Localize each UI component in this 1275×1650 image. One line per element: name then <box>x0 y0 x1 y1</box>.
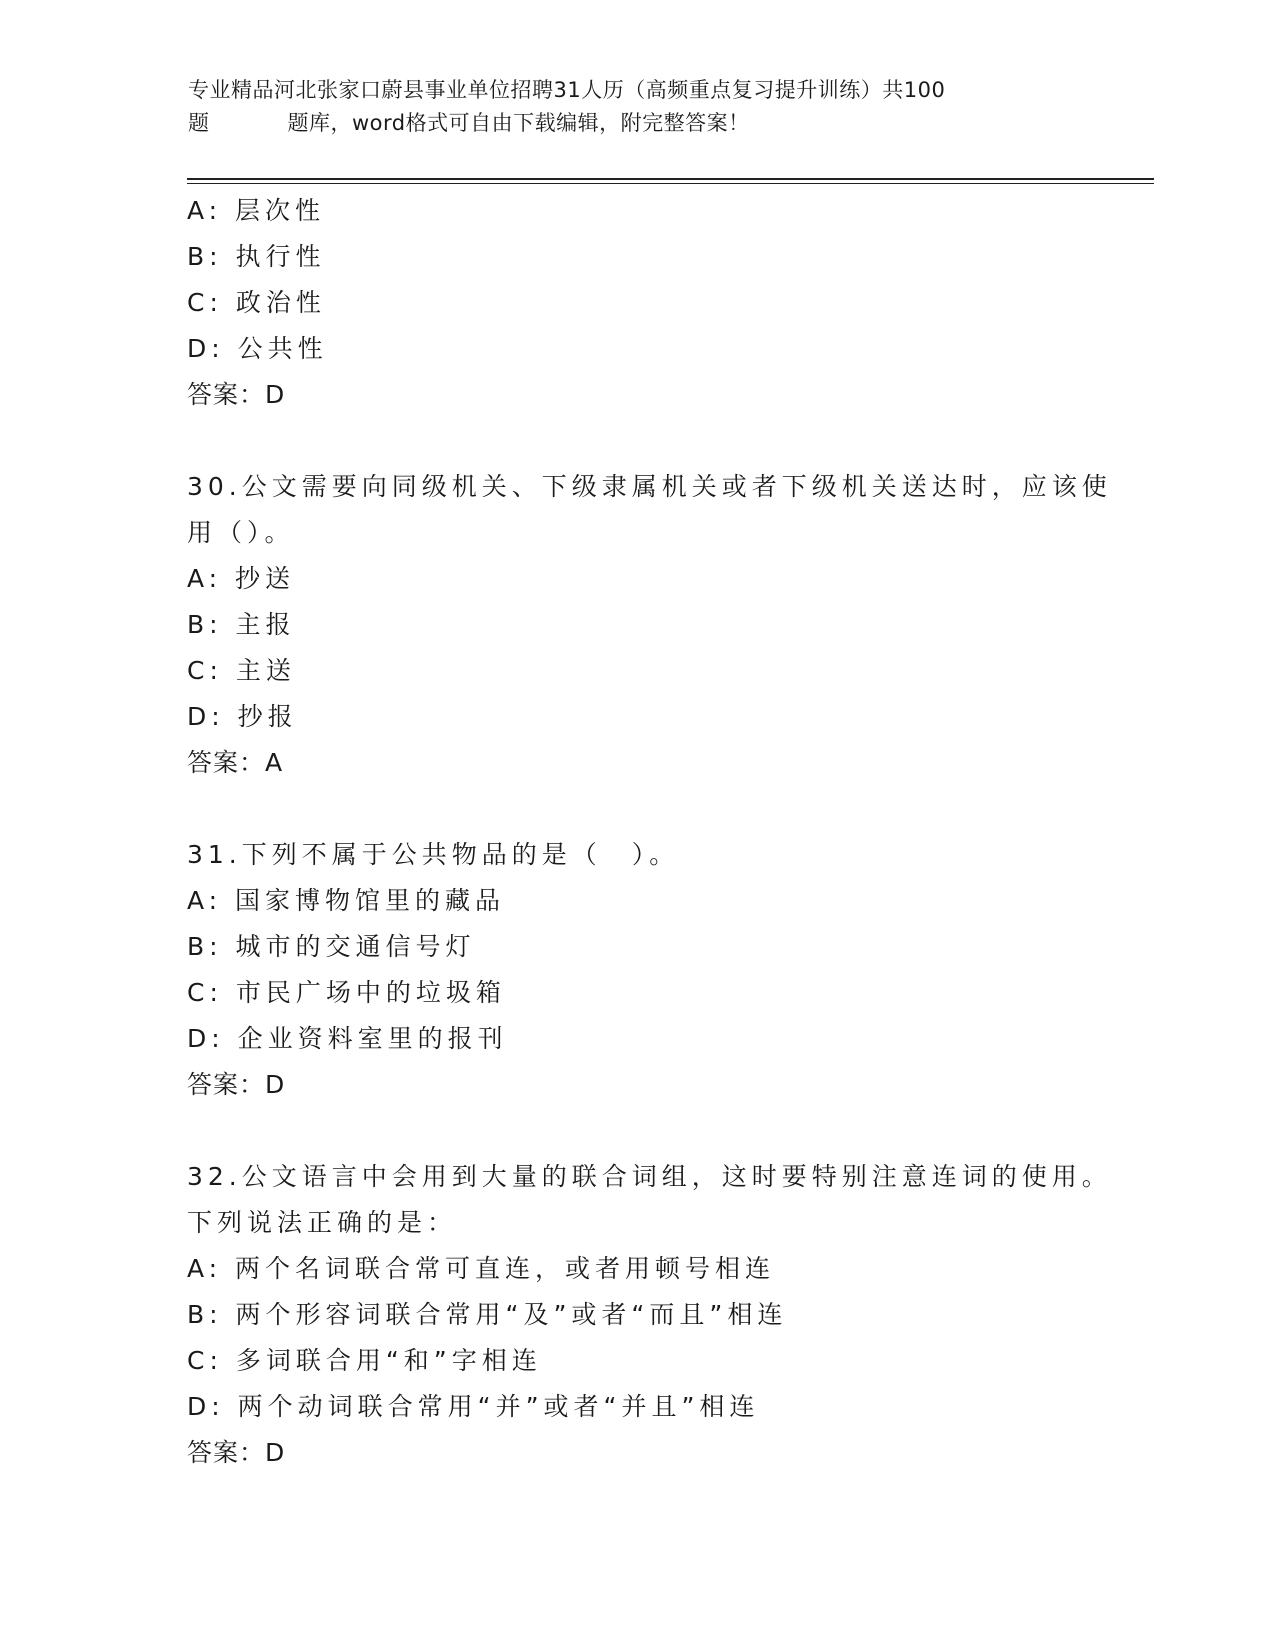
answer: 答案：A <box>187 748 284 777</box>
question-stem-line1: 32.公文语言中会用到大量的联合词组，这时要特别注意连词的使用。 <box>187 1162 1112 1191</box>
answer: 答案：D <box>187 1070 286 1099</box>
header-title-line2 <box>188 107 1088 140</box>
question-list <box>187 188 1112 1476</box>
option-a: A: 抄送 <box>187 564 296 593</box>
question-gap <box>187 1108 1087 1154</box>
option-c: C: 市民广场中的垃圾箱 <box>187 978 506 1007</box>
answer: 答案：D <box>187 1438 286 1467</box>
option-d: D: 公共性 <box>187 334 328 363</box>
option-a: A: 国家博物馆里的藏品 <box>187 886 506 915</box>
question-stem-line1: 30.公文需要向同级机关、下级隶属机关或者下级机关送达时，应该使 <box>187 472 1112 501</box>
option-c: C: 政治性 <box>187 288 326 317</box>
question-stem-line2: 下列说法正确的是： <box>187 1208 458 1237</box>
question-stem-line2: 用（）。 <box>187 518 295 547</box>
option-a: A: 层次性 <box>187 196 326 225</box>
question-31 <box>187 832 1087 1108</box>
option-a: A: 两个名词联合常可直连，或者用顿号相连 <box>187 1254 776 1283</box>
option-d: D: 两个动词联合常用“并”或者“并且”相连 <box>187 1392 760 1421</box>
option-b: B: 主报 <box>187 610 296 639</box>
question-29 <box>187 188 1087 418</box>
question-gap <box>187 418 1087 464</box>
option-b: B: 两个形容词联合常用“及”或者“而且”相连 <box>187 1300 788 1329</box>
question-stem-line1: 31.下列不属于公共物品的是（ ）。 <box>187 840 680 869</box>
question-gap <box>187 786 1087 832</box>
option-c: C: 多词联合用“和”字相连 <box>187 1346 542 1375</box>
header-rule-thick <box>187 178 1154 180</box>
option-d: D: 抄报 <box>187 702 298 731</box>
option-d: D: 企业资料室里的报刊 <box>187 1024 508 1053</box>
option-c: C: 主送 <box>187 656 296 685</box>
header-title-line2-left: 题 <box>188 111 210 135</box>
question-30 <box>187 464 1112 786</box>
header-rule-thin <box>187 183 1154 184</box>
header-title-line2-right: 题库，word格式可自由下载编辑，附完整答案！ <box>287 111 750 135</box>
option-b: B: 城市的交通信号灯 <box>187 932 476 961</box>
question-32 <box>187 1154 1112 1476</box>
header-title-line1: 专业精品河北张家口蔚县事业单位招聘31人历（高频重点复习提升训练）共100 <box>188 78 946 102</box>
page-header <box>188 74 1088 140</box>
option-b: B: 执行性 <box>187 242 326 271</box>
answer: 答案：D <box>187 380 286 409</box>
